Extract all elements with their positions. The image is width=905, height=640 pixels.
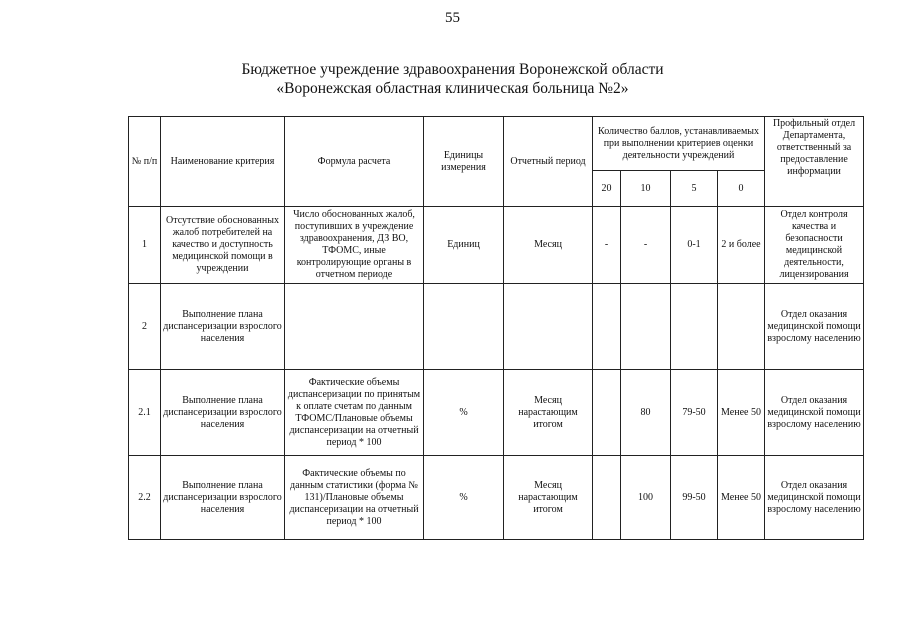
row-name: Отсутствие обоснованных жалоб потребителей на качество и доступность медицинской помощи в учреждении (161, 207, 285, 284)
row-formula: Фактические объемы по данным статистики (форма № 131)/Плановые объемы диспансеризации на отчетный период * 100 (285, 456, 424, 540)
row-units: % (424, 456, 504, 540)
row-points-5: 0-1 (671, 207, 718, 284)
row-points-5: 79-50 (671, 370, 718, 456)
title-line-1: Бюджетное учреждение здравоохранения Воронежской области (241, 61, 664, 78)
row-formula (285, 284, 424, 370)
row-points-20 (593, 284, 621, 370)
row-units (424, 284, 504, 370)
criteria-table (128, 116, 864, 540)
row-points-5 (671, 284, 718, 370)
row-period: Месяц нарастающим итогом (504, 370, 593, 456)
header-points-10: 10 (621, 171, 671, 207)
row-points-10: 80 (621, 370, 671, 456)
row-units: Единиц (424, 207, 504, 284)
row-name: Выполнение плана диспансеризации взрослого населения (161, 370, 285, 456)
header-points-5: 5 (671, 171, 718, 207)
row-dept: Отдел контроля качества и безопасности медицинской деятельности, лицензирования (765, 207, 864, 284)
row-points-10 (621, 284, 671, 370)
row-num: 2.1 (129, 370, 161, 456)
row-points-0 (718, 284, 765, 370)
row-dept: Отдел оказания медицинской помощи взрослому населению (765, 370, 864, 456)
row-points-10: 100 (621, 456, 671, 540)
header-points-20: 20 (593, 171, 621, 207)
header-num: № п/п (129, 117, 161, 207)
row-name: Выполнение плана диспансеризации взрослого населения (161, 456, 285, 540)
header-points-0: 0 (718, 171, 765, 207)
row-points-20 (593, 370, 621, 456)
row-period: Месяц (504, 207, 593, 284)
table-row (129, 284, 864, 370)
row-formula: Фактические объемы диспансеризации по принятым к оплате счетам по данным ТФОМС/Плановые объемы диспансеризации на отчетный период * 100 (285, 370, 424, 456)
row-points-5: 99-50 (671, 456, 718, 540)
table-row (129, 456, 864, 540)
row-name: Выполнение плана диспансеризации взрослого населения (161, 284, 285, 370)
header-units: Единицы измерения (424, 117, 504, 207)
row-num: 2 (129, 284, 161, 370)
row-num: 1 (129, 207, 161, 284)
row-points-0: Менее 50 (718, 456, 765, 540)
row-points-20: - (593, 207, 621, 284)
page-number: 55 (445, 10, 460, 26)
row-dept: Отдел оказания медицинской помощи взрослому населению (765, 456, 864, 540)
header-dept: Профильный отдел Департамента, ответственный за предоставление информации (765, 117, 864, 207)
row-units: % (424, 370, 504, 456)
table-row (129, 207, 864, 284)
header-points-group: Количество баллов, устанавливаемых при выполнении критериев оценки деятельности учреждений (593, 117, 765, 171)
row-dept: Отдел оказания медицинской помощи взрослому населению (765, 284, 864, 370)
row-points-0: Менее 50 (718, 370, 765, 456)
row-points-20 (593, 456, 621, 540)
row-points-10: - (621, 207, 671, 284)
row-formula: Число обоснованных жалоб, поступивших в учреждение здравоохранения, ДЗ ВО, ТФОМС, иные контролирующие органы в отчетном периоде (285, 207, 424, 284)
header-period: Отчетный период (504, 117, 593, 207)
row-period (504, 284, 593, 370)
table-row (129, 370, 864, 456)
row-points-0: 2 и более (718, 207, 765, 284)
header-formula: Формула расчета (285, 117, 424, 207)
header-name: Наименование критерия (161, 117, 285, 207)
row-num: 2.2 (129, 456, 161, 540)
row-period: Месяц нарастающим итогом (504, 456, 593, 540)
document-title (0, 60, 905, 98)
header-row (129, 117, 864, 171)
title-line-2: «Воронежская областная клиническая больница №2» (276, 80, 629, 97)
